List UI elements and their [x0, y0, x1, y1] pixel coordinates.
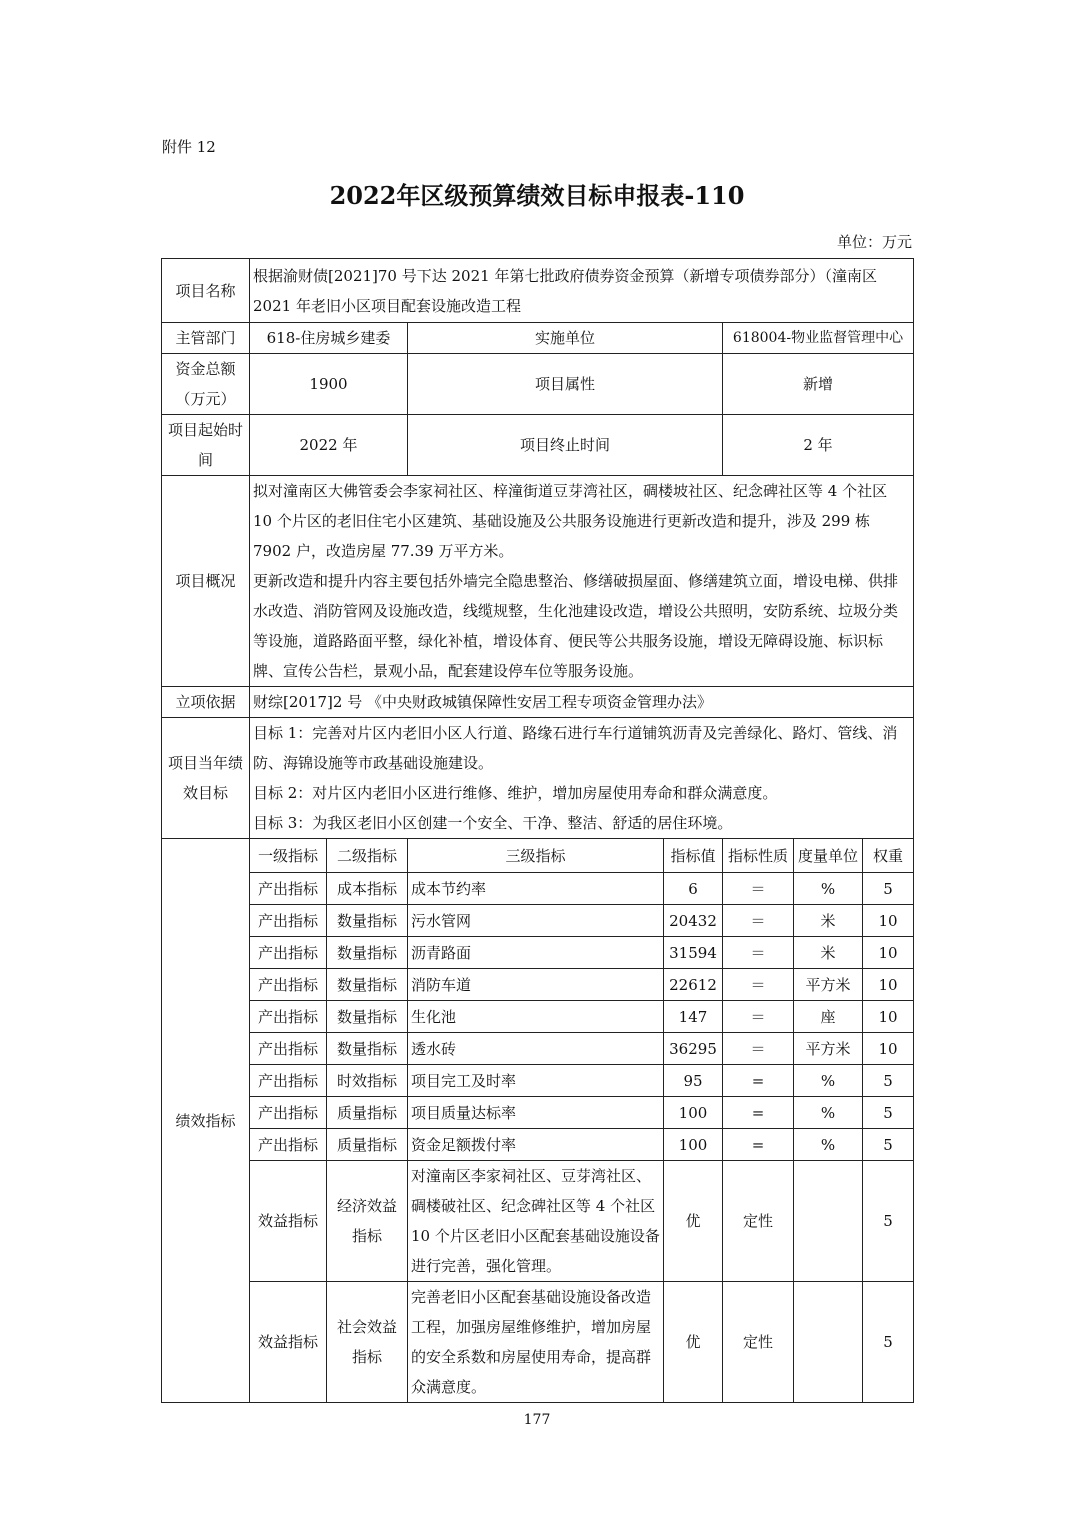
metric-row [162, 905, 914, 937]
start-value: 2022 年 [250, 415, 408, 476]
attachment-label: 附件 12 [162, 138, 216, 156]
header-level3: 三级指标 [408, 839, 664, 873]
metric-level1: 产出指标 [250, 1097, 327, 1129]
metric-weight: 5 [863, 1065, 914, 1097]
project-name-label: 项目名称 [162, 259, 250, 323]
goal-label: 项目当年绩效目标 [162, 718, 250, 839]
metric-nature: ＝ [723, 1033, 794, 1065]
metric-nature: ＝ [723, 905, 794, 937]
end-value: 2 年 [723, 415, 914, 476]
metric-level1: 产出指标 [250, 873, 327, 905]
start-label: 项目起始时间 [162, 415, 250, 476]
metric-level3: 生化池 [408, 1001, 664, 1033]
metric-unit: % [794, 1097, 863, 1129]
metric-value: 100 [664, 1097, 723, 1129]
overview-paragraph: 拟对潼南区大佛管委会李家祠社区、梓潼街道豆芽湾社区，碉楼坡社区、纪念碑社区等 4 个社区 10 个片区的老旧住宅小区建筑、基础设施及公共服务设施进行更新改造和提升，涉及 299 栋 7902 户，改造房屋 77.39 万平方米。 [253, 482, 888, 560]
metric-level2: 质量指标 [327, 1129, 408, 1161]
metric-value: 22612 [664, 969, 723, 1001]
metric-weight: 5 [863, 1282, 914, 1403]
metric-level1: 效益指标 [250, 1282, 327, 1403]
unit-label: 单位：万元 [836, 233, 912, 251]
dept-label: 主管部门 [162, 323, 250, 354]
metric-value: 优 [664, 1282, 723, 1403]
goal-item: 目标 2：对片区内老旧小区进行维修、维护，增加房屋使用寿命和群众满意度。 [253, 784, 778, 802]
header-unit: 度量单位 [794, 839, 863, 873]
metric-value: 6 [664, 873, 723, 905]
goal-value [250, 718, 914, 839]
metric-value: 36295 [664, 1033, 723, 1065]
metric-level1: 效益指标 [250, 1161, 327, 1282]
metric-row [162, 1001, 914, 1033]
metric-unit: % [794, 873, 863, 905]
metric-unit [794, 1161, 863, 1282]
metric-level3: 成本节约率 [408, 873, 664, 905]
attr-label: 项目属性 [408, 354, 723, 415]
metric-row [162, 873, 914, 905]
metric-unit: 平方米 [794, 969, 863, 1001]
metric-nature: 定性 [723, 1161, 794, 1282]
metric-row [162, 969, 914, 1001]
metric-unit: 平方米 [794, 1033, 863, 1065]
metric-unit: 米 [794, 905, 863, 937]
metric-nature: ＝ [723, 873, 794, 905]
goal-item: 目标 3：为我区老旧小区创建一个安全、干净、整洁、舒适的居住环境。 [253, 814, 733, 832]
metric-nature: ＝ [723, 937, 794, 969]
metric-level1: 产出指标 [250, 1033, 327, 1065]
metric-nature: ＝ [723, 969, 794, 1001]
metric-level3: 资金足额拨付率 [408, 1129, 664, 1161]
header-value: 指标值 [664, 839, 723, 873]
dept-value: 618-住房城乡建委 [250, 323, 408, 354]
metric-nature: ＝ [723, 1001, 794, 1033]
attr-value: 新增 [723, 354, 914, 415]
impl-value: 618004-物业监督管理中心 [723, 323, 914, 354]
metric-level2: 质量指标 [327, 1097, 408, 1129]
overview-label: 项目概况 [162, 476, 250, 687]
metric-row [162, 1065, 914, 1097]
project-name-value: 根据渝财债[2021]70 号下达 2021 年第七批政府债券资金预算（新增专项债券部分）（潼南区 2021 年老旧小区项目配套设施改造工程 [250, 259, 914, 323]
metric-row [162, 1161, 914, 1282]
metric-weight: 5 [863, 873, 914, 905]
metric-level2: 成本指标 [327, 873, 408, 905]
performance-target-table [161, 258, 914, 1403]
metric-level1: 产出指标 [250, 905, 327, 937]
page-number: 177 [523, 1412, 551, 1428]
metric-level3: 对潼南区李家祠社区、豆芽湾社区、碉楼破社区、纪念碑社区等 4 个社区 10 个片区老旧小区配套基础设施设备进行完善，强化管理。 [408, 1161, 664, 1282]
fund-value: 1900 [250, 354, 408, 415]
metric-weight: 10 [863, 1001, 914, 1033]
metric-level3: 完善老旧小区配套基础设施设备改造工程，加强房屋维修维护，增加房屋的安全系数和房屋使用寿命，提高群众满意度。 [408, 1282, 664, 1403]
page-title: 2022年区级预算绩效目标申报表-110 [329, 181, 745, 210]
metric-level3: 项目质量达标率 [408, 1097, 664, 1129]
metric-level2: 经济效益指标 [327, 1161, 408, 1282]
metric-unit: 座 [794, 1001, 863, 1033]
metric-unit: % [794, 1065, 863, 1097]
metric-level3: 沥青路面 [408, 937, 664, 969]
metric-nature: 定性 [723, 1282, 794, 1403]
metric-level2: 数量指标 [327, 1001, 408, 1033]
metric-value: 95 [664, 1065, 723, 1097]
fund-label: 资金总额（万元） [162, 354, 250, 415]
impl-label: 实施单位 [408, 323, 723, 354]
metric-level2: 数量指标 [327, 905, 408, 937]
metric-weight: 10 [863, 905, 914, 937]
metric-unit [794, 1282, 863, 1403]
metric-nature: = [723, 1065, 794, 1097]
metric-row [162, 1282, 914, 1403]
metric-level1: 产出指标 [250, 1129, 327, 1161]
header-weight: 权重 [863, 839, 914, 873]
metric-nature: = [723, 1129, 794, 1161]
metric-weight: 5 [863, 1129, 914, 1161]
metric-level3: 污水管网 [408, 905, 664, 937]
basis-value: 财综[2017]2 号 《中央财政城镇保障性安居工程专项资金管理办法》 [250, 687, 914, 718]
metric-level1: 产出指标 [250, 937, 327, 969]
metric-weight: 5 [863, 1097, 914, 1129]
metric-level3: 消防车道 [408, 969, 664, 1001]
metric-level2: 数量指标 [327, 1033, 408, 1065]
metric-weight: 5 [863, 1161, 914, 1282]
metric-row [162, 1129, 914, 1161]
metric-level1: 产出指标 [250, 969, 327, 1001]
overview-paragraph: 更新改造和提升内容主要包括外墙完全隐患整治、修缮破损屋面、修缮建筑立面，增设电梯、供排水改造、消防管网及设施改造，线缆规整，生化池建设改造，增设公共照明，安防系统、垃圾分类等设施，道路路面平整，绿化补植，增设体育、便民等公共服务设施，增设无障碍设施、标识标牌、宣传公告栏，景观小品，配套建设停车位等服务设施。 [253, 572, 899, 680]
metric-value: 31594 [664, 937, 723, 969]
header-level1: 一级指标 [250, 839, 327, 873]
metric-level3: 项目完工及时率 [408, 1065, 664, 1097]
basis-label: 立项依据 [162, 687, 250, 718]
metric-value: 147 [664, 1001, 723, 1033]
metric-value: 优 [664, 1161, 723, 1282]
metric-nature: = [723, 1097, 794, 1129]
metric-weight: 10 [863, 969, 914, 1001]
end-label: 项目终止时间 [408, 415, 723, 476]
metric-weight: 10 [863, 1033, 914, 1065]
metric-unit: 米 [794, 937, 863, 969]
metric-level1: 产出指标 [250, 1001, 327, 1033]
metric-row [162, 1033, 914, 1065]
metrics-label: 绩效指标 [162, 839, 250, 1403]
metric-row [162, 1097, 914, 1129]
goal-item: 目标 1：完善对片区内老旧小区人行道、路缘石进行车行道铺筑沥青及完善绿化、路灯、管线、消防、海锦设施等市政基础设施建设。 [253, 724, 898, 772]
metric-unit: % [794, 1129, 863, 1161]
metric-row [162, 937, 914, 969]
metric-level1: 产出指标 [250, 1065, 327, 1097]
metric-weight: 10 [863, 937, 914, 969]
metric-level3: 透水砖 [408, 1033, 664, 1065]
metric-level2: 社会效益指标 [327, 1282, 408, 1403]
metric-value: 100 [664, 1129, 723, 1161]
metric-value: 20432 [664, 905, 723, 937]
metric-level2: 数量指标 [327, 969, 408, 1001]
header-nature: 指标性质 [723, 839, 794, 873]
metric-level2: 时效指标 [327, 1065, 408, 1097]
metric-level2: 数量指标 [327, 937, 408, 969]
header-level2: 二级指标 [327, 839, 408, 873]
overview-value [250, 476, 914, 687]
